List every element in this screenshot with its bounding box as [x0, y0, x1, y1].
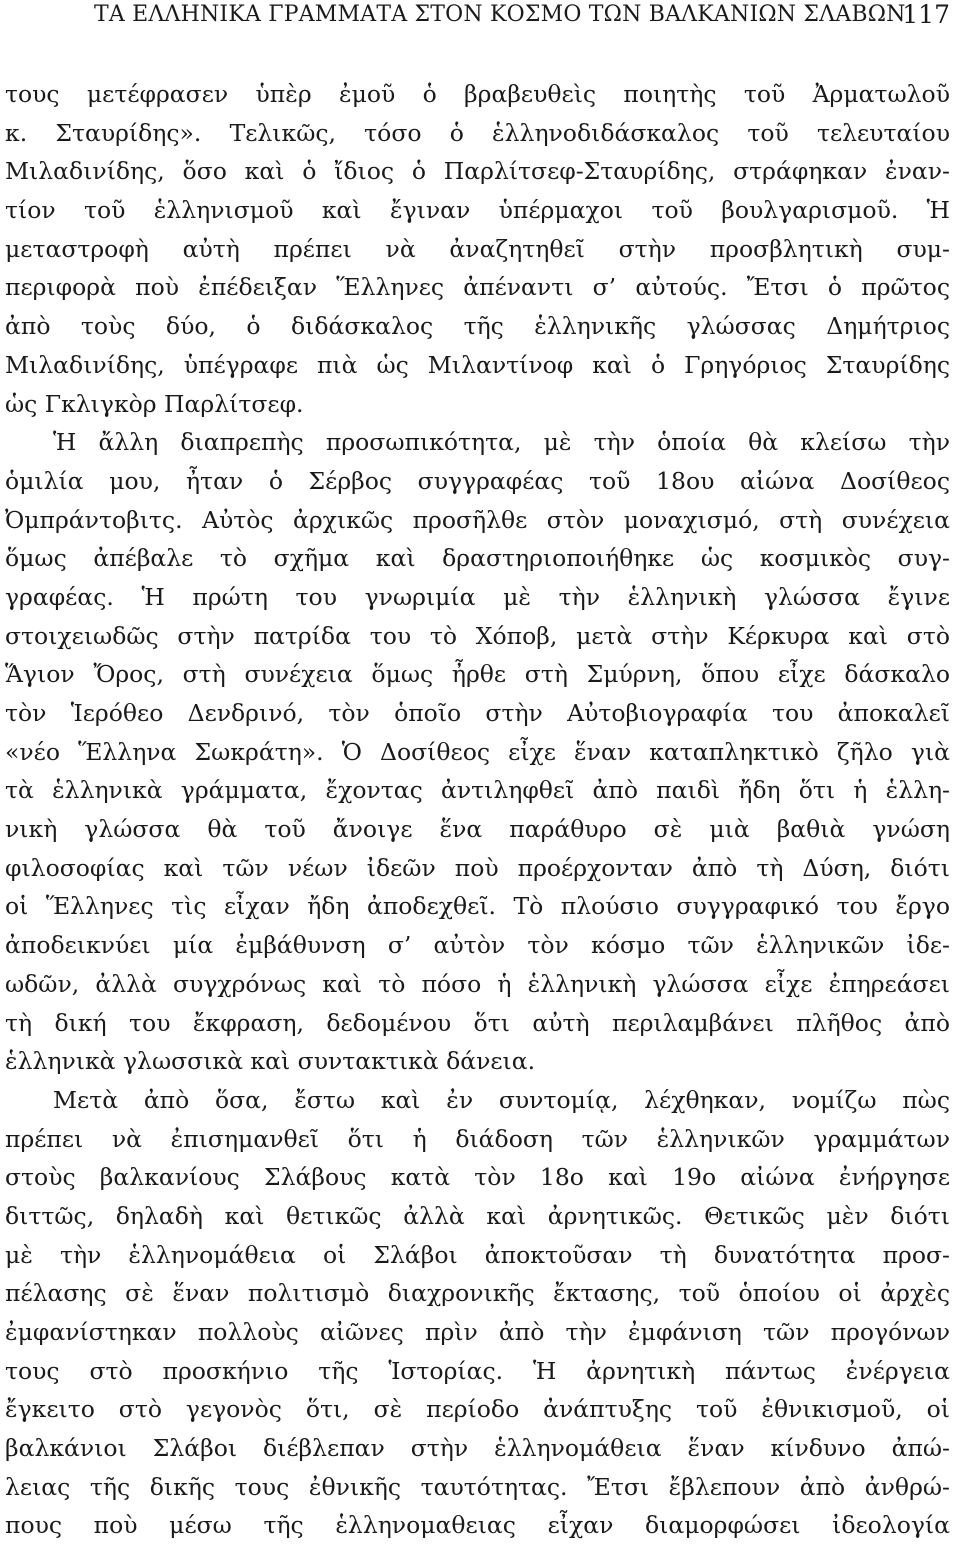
running-title: ΤΑ ΕΛΛΗΝΙΚΑ ΓΡΑΜΜΑΤΑ ΣΤΟΝ ΚΟΣΜΟ ΤΩΝ ΒΑΛΚΑΝΙΩΝ ΣΛΑΒΩΝ	[94, 2, 906, 27]
text-line: τὸν Ἱερόθεο Δενδρινό, τὸν ὁποῖο στὴν Αὐτοβιογραφία του ἀποκαλεῖ	[5, 699, 950, 727]
text-line: λειας τῆς δικῆς τους ἐθνικῆς ταυτότητας. Ἔτσι ἔβλεπουν ἀπὸ ἀνθρώ-	[5, 1472, 950, 1501]
text-line: ὁμιλία μου, ἦταν ὁ Σέρβος συγγραφέας τοῦ 18ου αἰώνα Δοσίθεος	[5, 466, 950, 495]
text-line: διττῶς, δηλαδὴ καὶ θετικῶς ἀλλὰ καὶ ἀρνητικῶς. Θετικῶς μὲν διότι	[5, 1201, 950, 1230]
text-line: ωδῶν, ἀλλὰ συγχρόνως καὶ τὸ πόσο ἡ ἑλληνικὴ γλώσσα εἶχε ἐπηρεάσει	[5, 969, 950, 998]
page-number: 117	[902, 0, 950, 29]
text-line: τὴ δική του ἔκφραση, δεδομένου ὅτι αὐτὴ περιλαμβάνει πλῆθος ἀπὸ	[5, 1008, 950, 1037]
text-line: νικὴ γλώσσα θὰ τοῦ ἄνοιγε ἕνα παράθυρο σὲ μιὰ βαθιὰ γνώση	[5, 815, 950, 844]
text-line: τὰ ἑλληνικὰ γράμματα, ἔχοντας ἀντιληφθεῖ ἀπὸ παιδὶ ἤδη ὅτι ἡ ἑλλη-	[5, 776, 950, 805]
text-line: Ὀμπράντοβιτς. Αὐτὸς ἀρχικῶς προσῆλθε στὸν μοναχισμό, στὴ συνέχεια	[5, 505, 950, 534]
paragraph-first-line: Ἡ ἄλλη διαπρεπὴς προσωπικότητα, μὲ τὴν ὁποία θὰ κλείσω τὴν	[53, 428, 950, 457]
text-line: πρέπει νὰ ἐπισημανθεῖ ὅτι ἡ διάδοση τῶν ἑλληνικῶν γραμμάτων	[5, 1124, 950, 1153]
text-line: μεταστροφὴ αὐτὴ πρέπει νὰ ἀναζητηθεῖ στὴν προσβλητικὴ συμ-	[5, 234, 950, 263]
text-line: ὅμως ἀπέβαλε τὸ σχῆμα καὶ δραστηριοποιήθηκε ὡς κοσμικὸς συγ-	[5, 544, 950, 573]
text-line: ἀπὸ τοὺς δύο, ὁ διδάσκαλος τῆς ἑλληνικῆς γλώσσας Δημήτριος	[5, 312, 950, 341]
text-line: ἔγκειτο στὸ γεγονὸς ὅτι, σὲ περίοδο ἀνάπτυξης τοῦ ἐθνικισμοῦ, οἱ	[5, 1395, 950, 1424]
text-line: τους στὸ προσκήνιο τῆς Ἱστορίας. Ἡ ἀρνητικὴ πάντως ἐνέργεια	[5, 1356, 950, 1385]
text-line: φιλοσοφίας καὶ τῶν νέων ἰδεῶν ποὺ προέρχονταν ἀπὸ τὴ Δύση, διότι	[5, 853, 950, 882]
text-line: κ. Σταυρίδης». Τελικῶς, τόσο ὁ ἑλληνοδιδάσκαλος τοῦ τελευταίου	[5, 118, 950, 147]
text-line: περιφορὰ ποὺ ἐπέδειξαν Ἕλληνες ἀπέναντι σ’ αὐτούς. Ἔτσι ὁ πρῶτος	[5, 273, 950, 302]
running-head	[0, 0, 960, 40]
text-line: τους μετέφρασεν ὑπὲρ ἐμοῦ ὁ βραβευθεὶς ποιητὴς τοῦ Ἀρματωλοῦ	[5, 80, 950, 108]
text-line: μὲ τὴν ἑλληνομάθεια οἱ Σλάβοι ἀποκτοῦσαν τὴ δυνατότητα προσ-	[5, 1240, 950, 1269]
text-line: ἀποδεικνύει μία ἐμβάθυνση σ’ αὐτὸν τὸν κόσμο τῶν ἑλληνικῶν ἰδε-	[5, 931, 950, 960]
text-line: βαλκάνιοι Σλάβοι διέβλεπαν στὴν ἑλληνομάθεια ἕναν κίνδυνο ἀπώ-	[5, 1434, 950, 1463]
text-line: «νέο Ἕλληνα Σωκράτη». Ὁ Δοσίθεος εἶχε ἕναν καταπληκτικὸ ζῆλο γιὰ	[5, 737, 950, 766]
text-line: στοιχειωδῶς στὴν πατρίδα του τὸ Χόποβ, μετὰ στὴν Κέρκυρα καὶ στὸ	[5, 621, 950, 650]
text-line: ἐμφανίστηκαν πολλοὺς αἰῶνες πρὶν ἀπὸ τὴν ἐμφάνιση τῶν προγόνων	[5, 1318, 950, 1346]
text-line: οἱ Ἕλληνες τὶς εἶχαν ἤδη ἀποδεχθεῖ. Τὸ πλούσιο συγγραφικό του ἔργο	[5, 892, 950, 921]
paragraph-last-line: ὡς Γκλιγκὸρ Παρλίτσεφ.	[5, 389, 304, 418]
text-line: Μιλαδινίδης, ὑπέγραφε πιὰ ὡς Μιλαντίνοφ καὶ ὁ Γρηγόριος Σταυρίδης	[5, 350, 950, 379]
text-line: πους ποὺ μέσω τῆς ἑλληνομαθειας εἶχαν διαμορφώσει ἰδεολογία	[5, 1511, 950, 1540]
text-line: Μιλαδινίδης, ὅσο καὶ ὁ ἴδιος ὁ Παρλίτσεφ-Σταυρίδης, στράφηκαν ἐναν-	[5, 157, 950, 186]
paragraph-last-line: ἑλληνικὰ γλωσσικὰ καὶ συντακτικὰ δάνεια.	[5, 1047, 536, 1076]
text-line: γραφέας. Ἡ πρώτη του γνωριμία μὲ τὴν ἑλληνικὴ γλώσσα ἔγινε	[5, 582, 950, 611]
text-line: πέλασης σὲ ἕναν πολιτισμὸ διαχρονικῆς ἔκτασης, τοῦ ὁποίου οἱ ἀρχὲς	[5, 1279, 950, 1308]
text-line: τίον τοῦ ἑλληνισμοῦ καὶ ἔγιναν ὑπέρμαχοι τοῦ βουλγαρισμοῦ. Ἡ	[5, 196, 950, 225]
body-text	[5, 75, 950, 1545]
paragraph-first-line: Μετὰ ἀπὸ ὅσα, ἔστω καὶ ἐν συντομίᾳ, λέχθηκαν, νομίζω πὼς	[53, 1085, 950, 1114]
text-line: Ἅγιον Ὄρος, στὴ συνέχεια ὅμως ἦρθε στὴ Σμύρνη, ὅπου εἶχε δάσκαλο	[5, 660, 950, 689]
text-line: στοὺς βαλκανίους Σλάβους κατὰ τὸν 18ο καὶ 19ο αἰώνα ἐνήργησε	[5, 1163, 950, 1192]
